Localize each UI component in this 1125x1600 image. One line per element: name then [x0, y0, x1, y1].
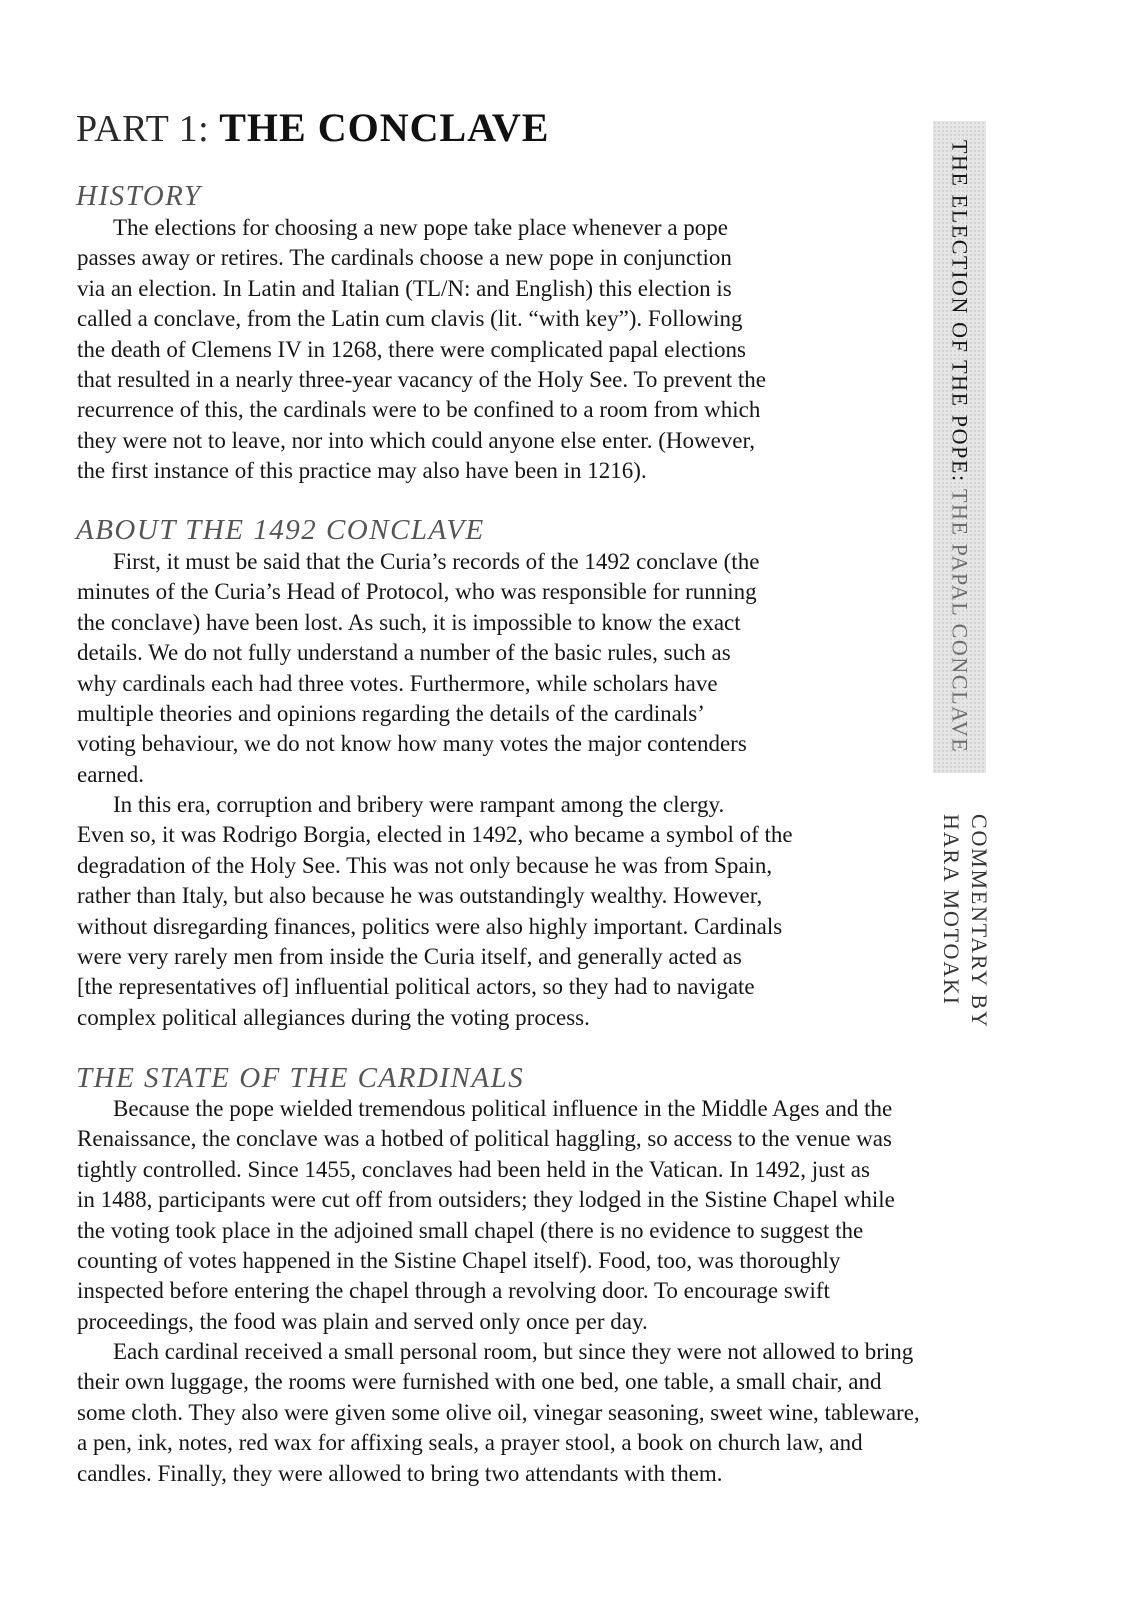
text-line: the voting took place in the adjoined small chapel (there is no evidence to suggest the: [77, 1217, 864, 1243]
text-line: In this era, corruption and bribery were rampant among the clergy.: [113, 792, 725, 817]
text-line: Each cardinal received a small personal room, but since they were not allowed to bring: [113, 1339, 914, 1364]
text-line: voting behaviour, we do not know how many votes the major contenders: [77, 731, 747, 757]
page-title: [76, 105, 550, 150]
text-line: degradation of the Holy See. This was not only because he was from Spain,: [77, 852, 773, 878]
text-line: Even so, it was Rodrigo Borgia, elected in 1492, who became a symbol of the: [77, 822, 793, 848]
section-heading-1492-conclave: ABOUT THE 1492 CONCLAVE: [76, 514, 485, 546]
text-line: via an election. In Latin and Italian (TL/N: and English) this election is: [77, 275, 732, 301]
text-line: a pen, ink, notes, red wax for affixing seals, a prayer stool, a book on church law, and: [77, 1430, 863, 1456]
text-line: in 1488, participants were cut off from outsiders; they lodged in the Sistine Chapel while: [77, 1187, 895, 1213]
text-line: Renaissance, the conclave was a hotbed of political haggling, so access to the venue was: [77, 1126, 892, 1152]
credit-author: HARA MOTOAKI: [939, 814, 964, 1006]
paragraph-venue: [77, 1094, 895, 1337]
text-line: without disregarding finances, politics were also highly important. Cardinals: [77, 913, 783, 939]
paragraph-1492-records: [77, 547, 759, 790]
text-line: the death of Clemens IV in 1268, there were complicated papal elections: [77, 336, 746, 362]
credit-line-1: COMMENTARY BY: [967, 814, 992, 1029]
chapter-title: THE CONCLAVE: [219, 105, 550, 150]
paragraph-history: [77, 213, 766, 487]
text-line: tightly controlled. Since 1455, conclaves had been held in the Vatican. In 1492, just as: [77, 1156, 870, 1182]
sidebar-tab: [933, 121, 986, 773]
commentary-credit: [925, 814, 993, 1046]
text-line: passes away or retires. The cardinals choose a new pope in conjunction: [77, 245, 732, 271]
text-line: The elections for choosing a new pope take place whenever a pope: [113, 215, 728, 240]
sidebar-label-strong: THE ELECTION OF THE POPE:: [947, 140, 973, 484]
text-line: called a conclave, from the Latin cum clavis (lit. “with key”). Following: [77, 306, 743, 332]
part-label: PART 1:: [76, 108, 210, 150]
text-line: [the representatives of] influential political actors, so they had to navigate: [77, 974, 755, 1000]
text-line: the conclave) have been lost. As such, it is impossible to know the exact: [77, 609, 741, 635]
text-line: First, it must be said that the Curia’s records of the 1492 conclave (the: [113, 549, 760, 574]
text-line: multiple theories and opinions regarding the details of the cardinals’: [77, 701, 705, 727]
sidebar-label-light: THE PAPAL CONCLAVE: [947, 489, 973, 754]
text-line: candles. Finally, they were allowed to bring two attendants with them.: [77, 1460, 723, 1486]
sidebar-label: [933, 121, 986, 773]
section-heading-state-of-cardinals: THE STATE OF THE CARDINALS: [76, 1062, 525, 1094]
text-line: earned.: [77, 761, 145, 787]
paragraph-corruption: [77, 790, 793, 1033]
text-line: counting of votes happened in the Sistine Chapel itself). Food, too, was thoroughly: [77, 1248, 841, 1274]
text-line: recurrence of this, the cardinals were to be confined to a room from which: [77, 397, 761, 423]
text-line: Because the pope wielded tremendous political influence in the Middle Ages and the: [113, 1096, 893, 1121]
text-line: why cardinals each had three votes. Furthermore, while scholars have: [77, 670, 718, 696]
text-line: the first instance of this practice may also have been in 1216).: [77, 458, 647, 484]
text-line: they were not to leave, nor into which could anyone else enter. (However,: [77, 427, 755, 453]
text-line: were very rarely men from inside the Curia itself, and generally acted as: [77, 944, 742, 970]
text-line: details. We do not fully understand a number of the basic rules, such as: [77, 640, 731, 666]
text-line: complex political allegiances during the voting process.: [77, 1004, 590, 1030]
text-line: their own luggage, the rooms were furnished with one bed, one table, a small chair, and: [77, 1369, 882, 1395]
paragraph-personal-rooms: [77, 1337, 920, 1489]
text-line: some cloth. They also were given some olive oil, vinegar seasoning, sweet wine, tableware,: [77, 1399, 920, 1425]
text-line: inspected before entering the chapel through a revolving door. To encourage swift: [77, 1278, 830, 1304]
text-line: proceedings, the food was plain and served only once per day.: [77, 1308, 648, 1334]
text-line: rather than Italy, but also because he was outstandingly wealthy. However,: [77, 883, 763, 909]
text-line: that resulted in a nearly three-year vacancy of the Holy See. To prevent the: [77, 367, 766, 393]
section-heading-history: HISTORY: [76, 180, 202, 212]
text-line: minutes of the Curia’s Head of Protocol, who was responsible for running: [77, 579, 757, 605]
